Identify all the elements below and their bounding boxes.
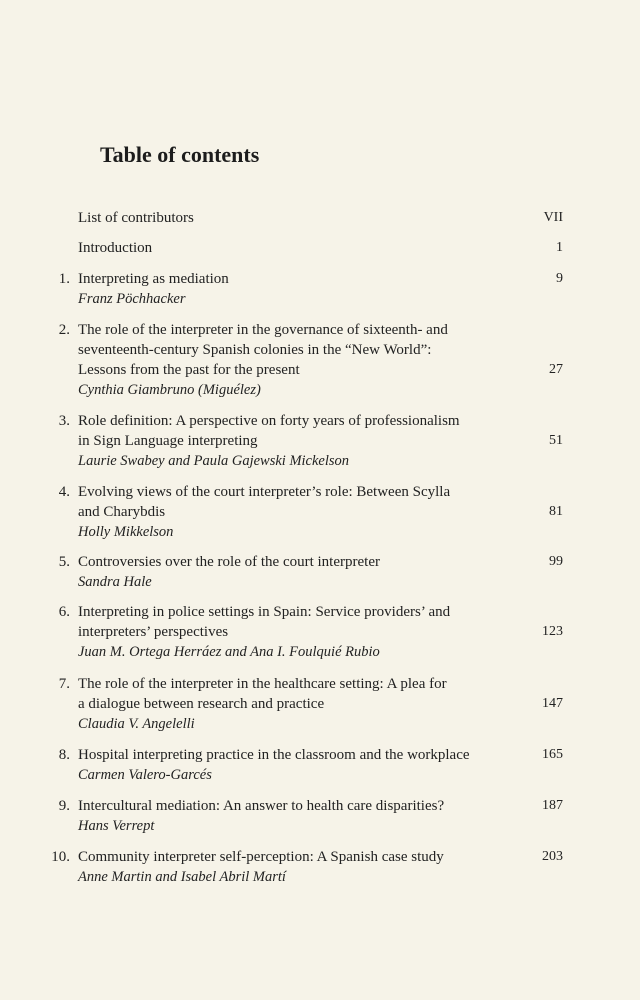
entry-body <box>78 482 508 542</box>
page-number: 147 <box>542 696 563 711</box>
page-number: 165 <box>542 747 563 762</box>
page-number: 27 <box>549 362 563 377</box>
page-number: 123 <box>542 624 563 639</box>
chapter-number: 3. <box>58 413 70 429</box>
page-number: 51 <box>549 433 563 448</box>
page-number: VII <box>543 210 563 225</box>
chapter-author: Anne Martin and Isabel Abril Martí <box>78 869 286 885</box>
page-number: 81 <box>549 504 563 519</box>
chapter-number: 1. <box>58 271 70 287</box>
chapter-title-line: Intercultural mediation: An answer to health care disparities? <box>78 798 445 814</box>
chapter-title-line: The role of the interpreter in the governance of sixteenth- and <box>78 322 448 338</box>
chapter-number: 2. <box>58 322 70 338</box>
chapter-author: Franz Pöchhacker <box>78 291 186 307</box>
chapter-author: Sandra Hale <box>78 574 152 590</box>
page-number: 1 <box>556 240 563 255</box>
entry-body <box>78 320 508 400</box>
chapter-title-line: The role of the interpreter in the healthcare setting: A plea for <box>78 676 447 692</box>
entry-body <box>78 238 508 258</box>
chapter-author: Claudia V. Angelelli <box>78 716 195 732</box>
entry-body <box>78 796 508 836</box>
page-title: Table of contents <box>100 142 260 167</box>
chapter-number: 5. <box>58 554 70 570</box>
page-number: 9 <box>556 271 563 286</box>
chapter-title-line: Role definition: A perspective on forty years of professionalism <box>78 413 460 429</box>
chapter-title-line: a dialogue between research and practice <box>78 696 325 712</box>
chapter-number: 8. <box>58 747 70 763</box>
chapter-number: 10. <box>51 849 70 865</box>
chapter-number: 9. <box>58 798 70 814</box>
chapter-author: Juan M. Ortega Herráez and Ana I. Foulquié Rubio <box>78 644 380 660</box>
entry-body <box>78 552 508 592</box>
entry-body <box>78 411 508 471</box>
chapter-author: Cynthia Giambruno (Miguélez) <box>78 382 261 398</box>
chapter-title-line: Interpreting as mediation <box>78 271 229 287</box>
entry-body <box>78 674 508 734</box>
page-number: 187 <box>542 798 563 813</box>
entry-body <box>78 602 508 662</box>
page-number: 99 <box>549 554 563 569</box>
chapter-author: Holly Mikkelson <box>78 524 174 540</box>
chapter-title-line: List of contributors <box>78 210 194 226</box>
chapter-title-line: Interpreting in police settings in Spain: Service providers’ and <box>78 604 451 620</box>
chapter-title-line: Evolving views of the court interpreter’s role: Between Scylla <box>78 484 451 500</box>
chapter-title-line: interpreters’ perspectives <box>78 624 229 640</box>
chapter-title-line: in Sign Language interpreting <box>78 433 258 449</box>
chapter-title-line: Controversies over the role of the court interpreter <box>78 554 380 570</box>
chapter-number: 7. <box>58 676 70 692</box>
entry-body <box>78 269 508 309</box>
chapter-title-line: Lessons from the past for the present <box>78 362 300 378</box>
chapter-title-line: Hospital interpreting practice in the classroom and the workplace <box>78 747 470 763</box>
entry-body <box>78 208 508 228</box>
chapter-author: Laurie Swabey and Paula Gajewski Mickelson <box>78 453 350 469</box>
chapter-title-line: and Charybdis <box>78 504 166 520</box>
chapter-number: 4. <box>58 484 70 500</box>
chapter-author: Carmen Valero-Garcés <box>78 767 212 783</box>
entry-body <box>78 847 508 887</box>
chapter-title-line: Introduction <box>78 240 153 256</box>
chapter-author: Hans Verrept <box>78 818 155 834</box>
chapter-number: 6. <box>58 604 70 620</box>
entry-body <box>78 745 508 785</box>
page-number: 203 <box>542 849 563 864</box>
chapter-title-line: seventeenth-century Spanish colonies in the “New World”: <box>78 342 432 358</box>
chapter-title-line: Community interpreter self-perception: A Spanish case study <box>78 849 444 865</box>
